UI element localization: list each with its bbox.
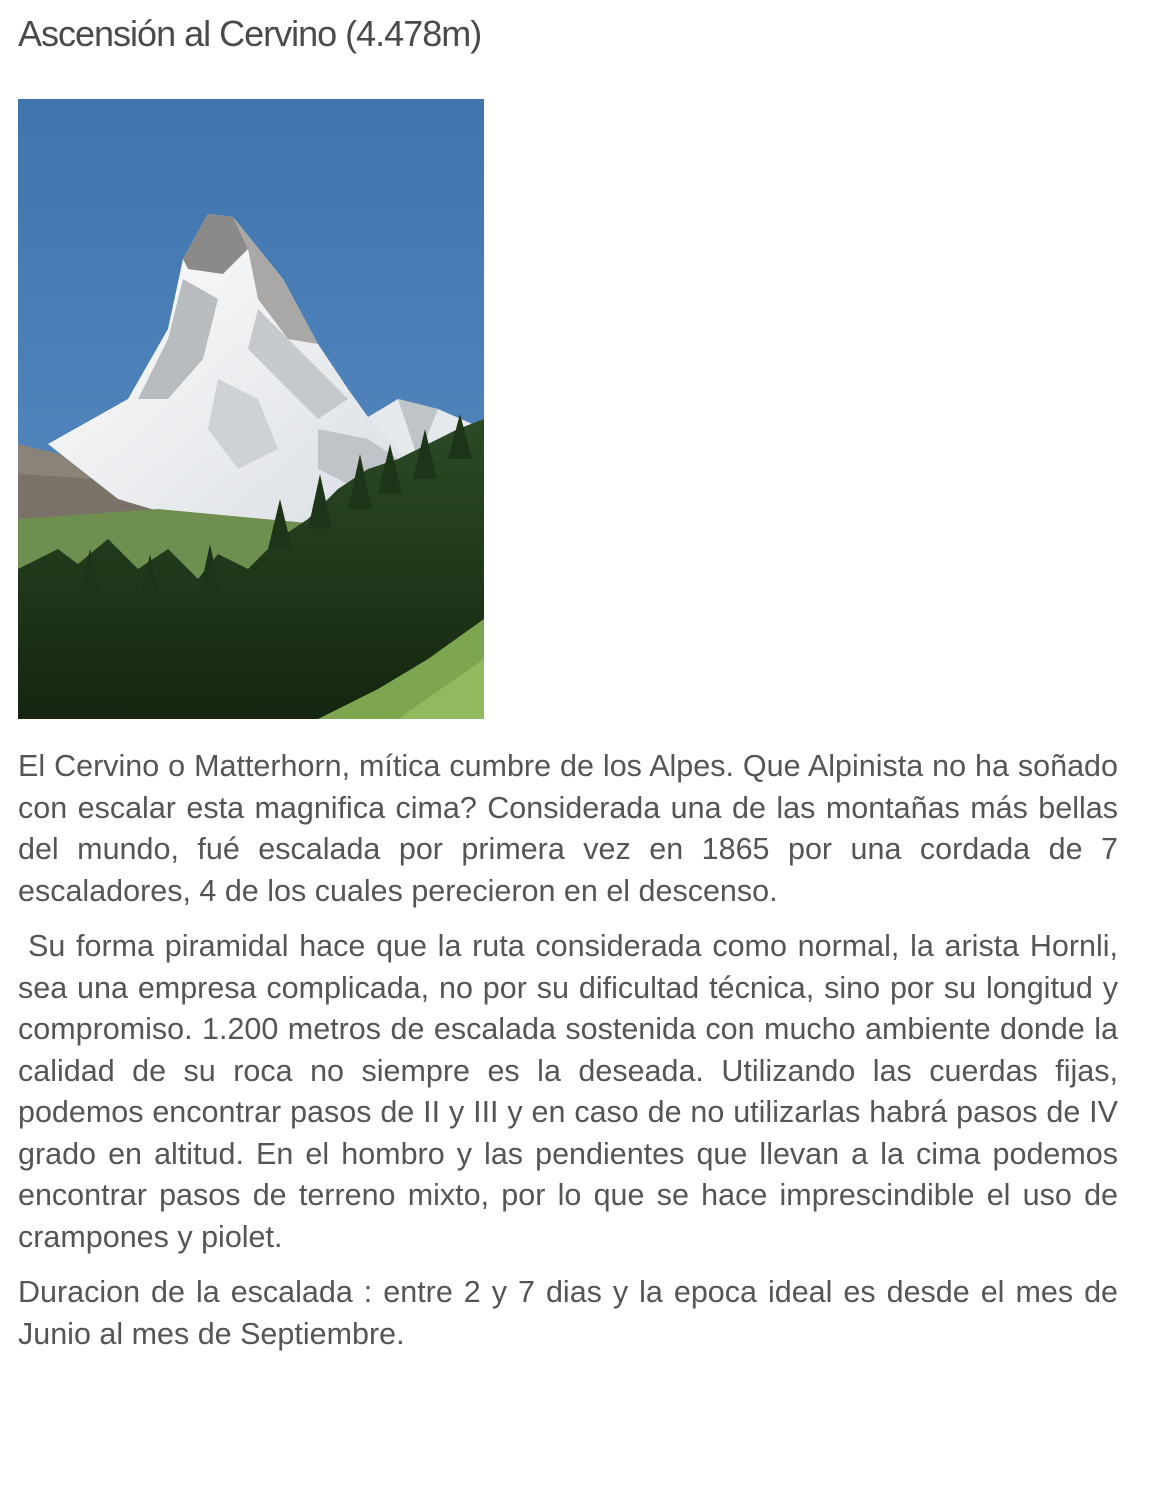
matterhorn-photo xyxy=(18,99,484,719)
page-title: Ascensión al Cervino (4.478m) xyxy=(18,13,482,54)
paragraph-intro: El Cervino o Matterhorn, mítica cumbre de los Alpes. Que Alpinista no ha soñado con escalar esta magnifica cima? Considerada una de las montañas más bellas del mundo, fué escalada por primera vez en 1865 por una cordada de 7 escaladores, 4 de los cuales perecieron en el descenso. xyxy=(18,749,1118,908)
paragraph-duration: Duracion de la escalada : entre 2 y 7 dias y la epoca ideal es desde el mes de Junio al mes de Septiembre. xyxy=(18,1275,1118,1351)
article-body xyxy=(18,746,1118,1369)
paragraph-route: Su forma piramidal hace que la ruta considerada como normal, la arista Hornli, sea una empresa complicada, no por su dificultad técnica, sino por su longitud y compromiso. 1.200 metros de escalada sostenida con mucho ambiente donde la calidad de su roca no siempre es la deseada. Utilizando las cuerdas fijas, podemos encontrar pasos de II y III y en caso de no utilizarlas habrá pasos de IV grado en altitud. En el hombro y las pendientes que llevan a la cima podemos encontrar pasos de terreno mixto, por lo que se hace imprescindible el uso de crampones y piolet. xyxy=(18,929,1118,1254)
